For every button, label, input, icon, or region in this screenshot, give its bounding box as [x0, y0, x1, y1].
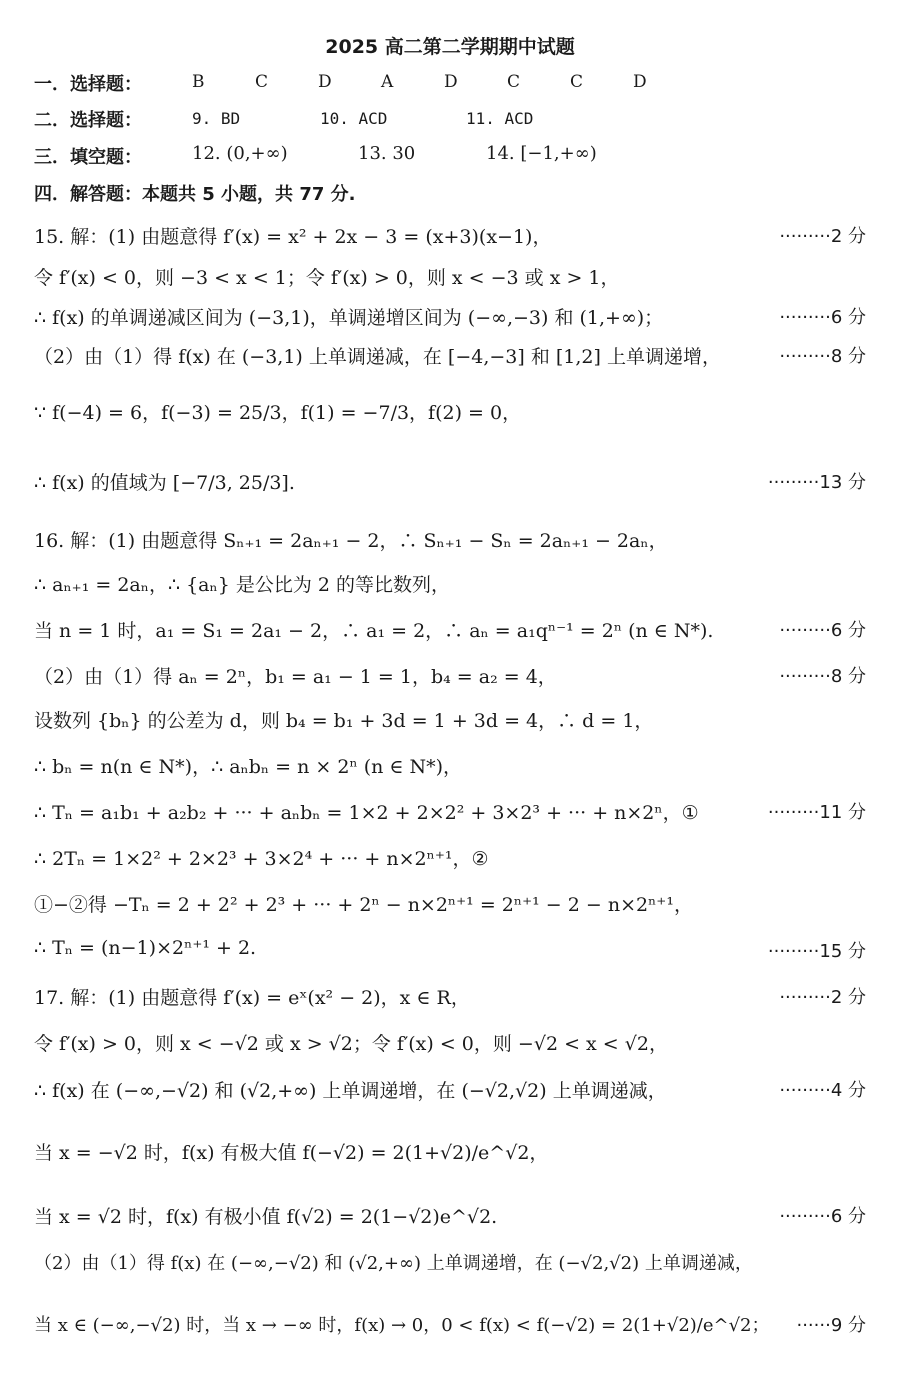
- section1-label: 一．选择题：: [34, 74, 142, 95]
- solution-line: 设数列 {bₙ} 的公差为 d，则 b₄ = b₁ + 3d = 1 + 3d = 4，∴ d = 1，: [34, 710, 654, 732]
- solution-line: 15. 解：(1) 由题意得 f′(x) = x² + 2x − 3 = (x+3)(x−1)，: [34, 226, 552, 248]
- score-mark: ·········6 分: [779, 620, 866, 641]
- solution-line: ∴ f(x) 的值域为 [−7/3, 25/3].: [34, 472, 295, 494]
- solution-line: ∴ f(x) 的单调递减区间为 (−3,1)，单调递增区间为 (−∞,−3) 和 (1,+∞)；: [34, 307, 664, 329]
- mc-answer-6: C: [507, 72, 521, 92]
- solution-line: 令 f′(x) < 0，则 −3 < x < 1；令 f′(x) > 0，则 x < −3 或 x > 1，: [34, 267, 620, 289]
- score-mark: ·········4 分: [779, 1080, 866, 1101]
- solution-line: ∵ f(−4) = 6，f(−3) = 25/3，f(1) = −7/3，f(2) = 0，: [34, 402, 522, 424]
- solution-line: 当 x = −√2 时，f(x) 有极大值 f(−√2) = 2(1+√2)/e^√2，: [34, 1142, 549, 1164]
- multi-answer-10: 10. ACD: [320, 109, 388, 128]
- section2-label: 二．选择题：: [34, 110, 142, 131]
- solution-line: 当 n = 1 时，a₁ = S₁ = 2a₁ − 2，∴ a₁ = 2，∴ aₙ = a₁qⁿ⁻¹ = 2ⁿ (n ∈ N*).: [34, 620, 714, 642]
- multi-answer-11: 11. ACD: [466, 109, 534, 128]
- score-mark: ·········8 分: [779, 666, 866, 687]
- solution-line: （2）由（1）得 f(x) 在 (−∞,−√2) 和 (√2,+∞) 上单调递增，在 (−√2,√2) 上单调递减，: [34, 1253, 753, 1274]
- score-mark: ······9 分: [796, 1315, 866, 1336]
- score-mark: ·········6 分: [779, 1206, 866, 1227]
- score-mark: ·········2 分: [779, 987, 866, 1008]
- mc-answer-3: D: [318, 72, 332, 92]
- mc-answer-7: C: [570, 72, 584, 92]
- solution-line: 令 f′(x) > 0，则 x < −√2 或 x > √2；令 f′(x) < 0，则 −√2 < x < √2，: [34, 1033, 668, 1055]
- mc-answer-8: D: [633, 72, 647, 92]
- solution-line: ∴ aₙ₊₁ = 2aₙ，∴ {aₙ} 是公比为 2 的等比数列，: [34, 574, 451, 596]
- fill-answer-12: 12. (0,+∞): [192, 143, 288, 164]
- solution-line: 17. 解：(1) 由题意得 f′(x) = eˣ(x² − 2)，x ∈ R，: [34, 987, 470, 1009]
- solution-line: ∴ f(x) 在 (−∞,−√2) 和 (√2,+∞) 上单调递增，在 (−√2,√2) 上单调递减，: [34, 1080, 667, 1102]
- score-mark: ·········6 分: [779, 307, 866, 328]
- solution-line: ∴ 2Tₙ = 1×2² + 2×2³ + 3×2⁴ + ··· + n×2ⁿ⁺¹，②: [34, 848, 489, 870]
- score-mark: ·········8 分: [779, 346, 866, 367]
- solution-line: 当 x = √2 时，f(x) 有极小值 f(√2) = 2(1−√2)e^√2.: [34, 1206, 498, 1228]
- solution-line: 16. 解：(1) 由题意得 Sₙ₊₁ = 2aₙ₊₁ − 2，∴ Sₙ₊₁ − Sₙ = 2aₙ₊₁ − 2aₙ，: [34, 530, 668, 552]
- page-title: 2025 高二第二学期期中试题: [325, 36, 575, 58]
- mc-answer-4: A: [381, 72, 394, 92]
- solution-line: （2）由（1）得 aₙ = 2ⁿ，b₁ = a₁ − 1 = 1，b₄ = a₂ = 4，: [34, 666, 557, 688]
- solution-line: ∴ Tₙ = a₁b₁ + a₂b₂ + ··· + aₙbₙ = 1×2 + 2×2² + 3×2³ + ··· + n×2ⁿ，①: [34, 802, 699, 824]
- mc-answer-5: D: [444, 72, 458, 92]
- score-mark: ·········13 分: [767, 472, 866, 493]
- solution-line: 当 x ∈ (−∞,−√2) 时，当 x → −∞ 时，f(x) → 0，0 < f(x) < f(−√2) = 2(1+√2)/e^√2；: [34, 1315, 770, 1336]
- score-mark: ·········15 分: [767, 941, 866, 962]
- fill-answer-13: 13. 30: [358, 143, 416, 164]
- mc-answer-2: C: [255, 72, 269, 92]
- solution-line: （2）由（1）得 f(x) 在 (−3,1) 上单调递减，在 [−4,−3] 和 [1,2] 上单调递增，: [34, 346, 721, 368]
- score-mark: ·········11 分: [767, 802, 866, 823]
- mc-answer-1: B: [192, 72, 205, 92]
- solution-line: ∴ bₙ = n(n ∈ N*)，∴ aₙbₙ = n × 2ⁿ (n ∈ N*)，: [34, 756, 463, 778]
- fill-answer-14: 14. [−1,+∞): [486, 143, 597, 164]
- section3-label: 三．填空题：: [34, 147, 142, 168]
- multi-answer-9: 9. BD: [192, 109, 241, 128]
- section4-label: 四．解答题：本题共 5 小题，共 77 分.: [34, 184, 356, 205]
- score-mark: ·········2 分: [779, 226, 866, 247]
- solution-line: ∴ Tₙ = (n−1)×2ⁿ⁺¹ + 2.: [34, 937, 257, 959]
- solution-line: ①−②得 −Tₙ = 2 + 2² + 2³ + ··· + 2ⁿ − n×2ⁿ⁺¹ = 2ⁿ⁺¹ − 2 − n×2ⁿ⁺¹，: [34, 894, 693, 916]
